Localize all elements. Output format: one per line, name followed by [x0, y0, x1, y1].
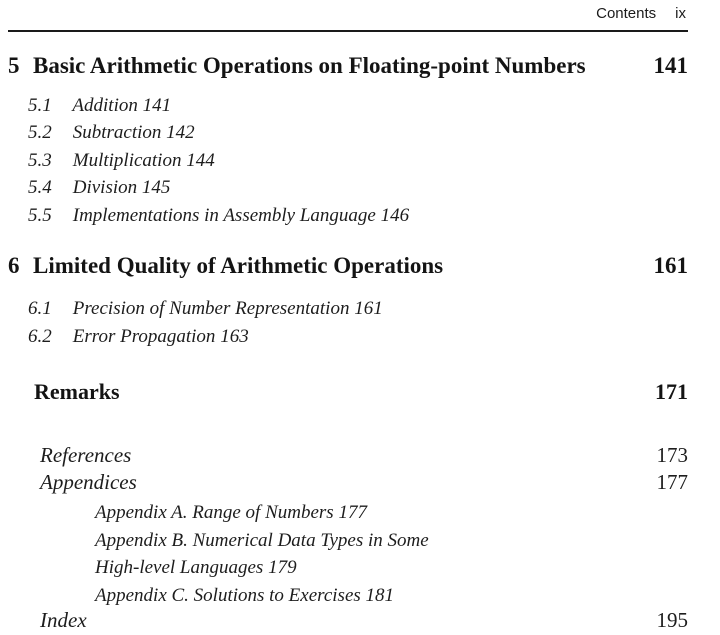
toc-entry-appendix-b-line-2	[95, 556, 688, 580]
section-5-1-number: 5.1	[28, 95, 52, 116]
section-5-2-number: 5.2	[28, 122, 52, 143]
section-5-2-page-number: 142	[166, 122, 195, 143]
appendix-a-text: Appendix A. Range of Numbers	[95, 502, 334, 523]
section-5-3-number: 5.3	[28, 150, 52, 171]
toc-entry-appendices	[40, 469, 688, 495]
appendix-c-page-number: 181	[365, 585, 395, 606]
chapter-6-title: Limited Quality of Arithmetic Operations	[33, 253, 444, 278]
index-page-number: 195	[656, 608, 688, 632]
toc-entry-section-5-3	[28, 149, 688, 173]
chapter-6-heading	[8, 252, 654, 280]
appendix-b-text-line-2: High-level Languages	[95, 557, 264, 578]
section-5-4-page-number: 145	[141, 177, 171, 198]
appendix-b-text-line-1: Appendix B. Numerical Data Types in Some	[95, 530, 429, 551]
section-6-2-page-number: 163	[220, 326, 249, 347]
section-6-1-number: 6.1	[28, 298, 52, 319]
section-6-1-page-number: 161	[354, 298, 383, 319]
toc-entry-chapter-5	[8, 52, 688, 80]
section-6-2-title: Error Propagation	[72, 326, 216, 347]
chapter-5-page-number: 141	[653, 53, 688, 78]
references-page-number: 173	[656, 443, 688, 467]
appendices-page-number: 177	[656, 470, 688, 494]
references-title: References	[40, 443, 132, 467]
toc-entry-appendix-c	[95, 584, 688, 608]
section-5-3-page-number: 144	[186, 150, 215, 171]
section-5-4-title: Division	[72, 177, 138, 198]
section-5-5-number: 5.5	[28, 205, 52, 226]
toc-entry-remarks	[34, 378, 688, 405]
section-5-4-number: 5.4	[28, 177, 52, 198]
toc-entry-section-5-4	[28, 176, 688, 200]
running-header-page-number: ix	[675, 5, 686, 22]
toc-entry-section-6-1	[28, 297, 688, 321]
chapter-5-title: Basic Arithmetic Operations on Floating-point Numbers	[33, 53, 586, 78]
page-content	[8, 0, 688, 635]
appendix-c-text: Appendix C. Solutions to Exercises	[95, 585, 361, 606]
appendix-b-page-number: 179	[268, 557, 297, 578]
chapter-6-number: 6	[8, 253, 20, 278]
running-header	[8, 5, 686, 23]
section-5-5-title: Implementations in Assembly Language	[72, 205, 376, 226]
section-5-1-title: Addition	[72, 95, 138, 116]
remarks-page-number: 171	[655, 379, 688, 404]
toc-entry-index	[40, 607, 688, 633]
chapter-5-number: 5	[8, 53, 20, 78]
index-title: Index	[40, 608, 87, 632]
header-rule	[8, 30, 688, 32]
chapter-6-page-number: 161	[653, 253, 688, 278]
toc-entry-section-5-2	[28, 121, 688, 145]
section-5-3-title: Multiplication	[72, 150, 182, 171]
toc-entry-section-6-2	[28, 325, 688, 349]
section-6-1-title: Precision of Number Representation	[72, 298, 350, 319]
section-5-5-page-number: 146	[380, 205, 410, 226]
appendix-a-page-number: 177	[338, 502, 367, 523]
appendices-title: Appendices	[40, 470, 137, 494]
toc-entry-section-5-5	[28, 204, 688, 228]
toc-entry-appendix-a	[95, 501, 688, 525]
section-5-2-title: Subtraction	[72, 122, 162, 143]
remarks-title: Remarks	[34, 379, 120, 404]
section-6-2-number: 6.2	[28, 326, 52, 347]
running-header-title: Contents	[596, 5, 657, 22]
toc-entry-references	[40, 442, 688, 468]
chapter-5-heading	[8, 52, 654, 80]
toc-entry-appendix-b-line-1	[95, 529, 688, 553]
toc-entry-section-5-1	[28, 94, 688, 118]
section-5-1-page-number: 141	[142, 95, 172, 116]
toc-entry-chapter-6	[8, 252, 688, 280]
